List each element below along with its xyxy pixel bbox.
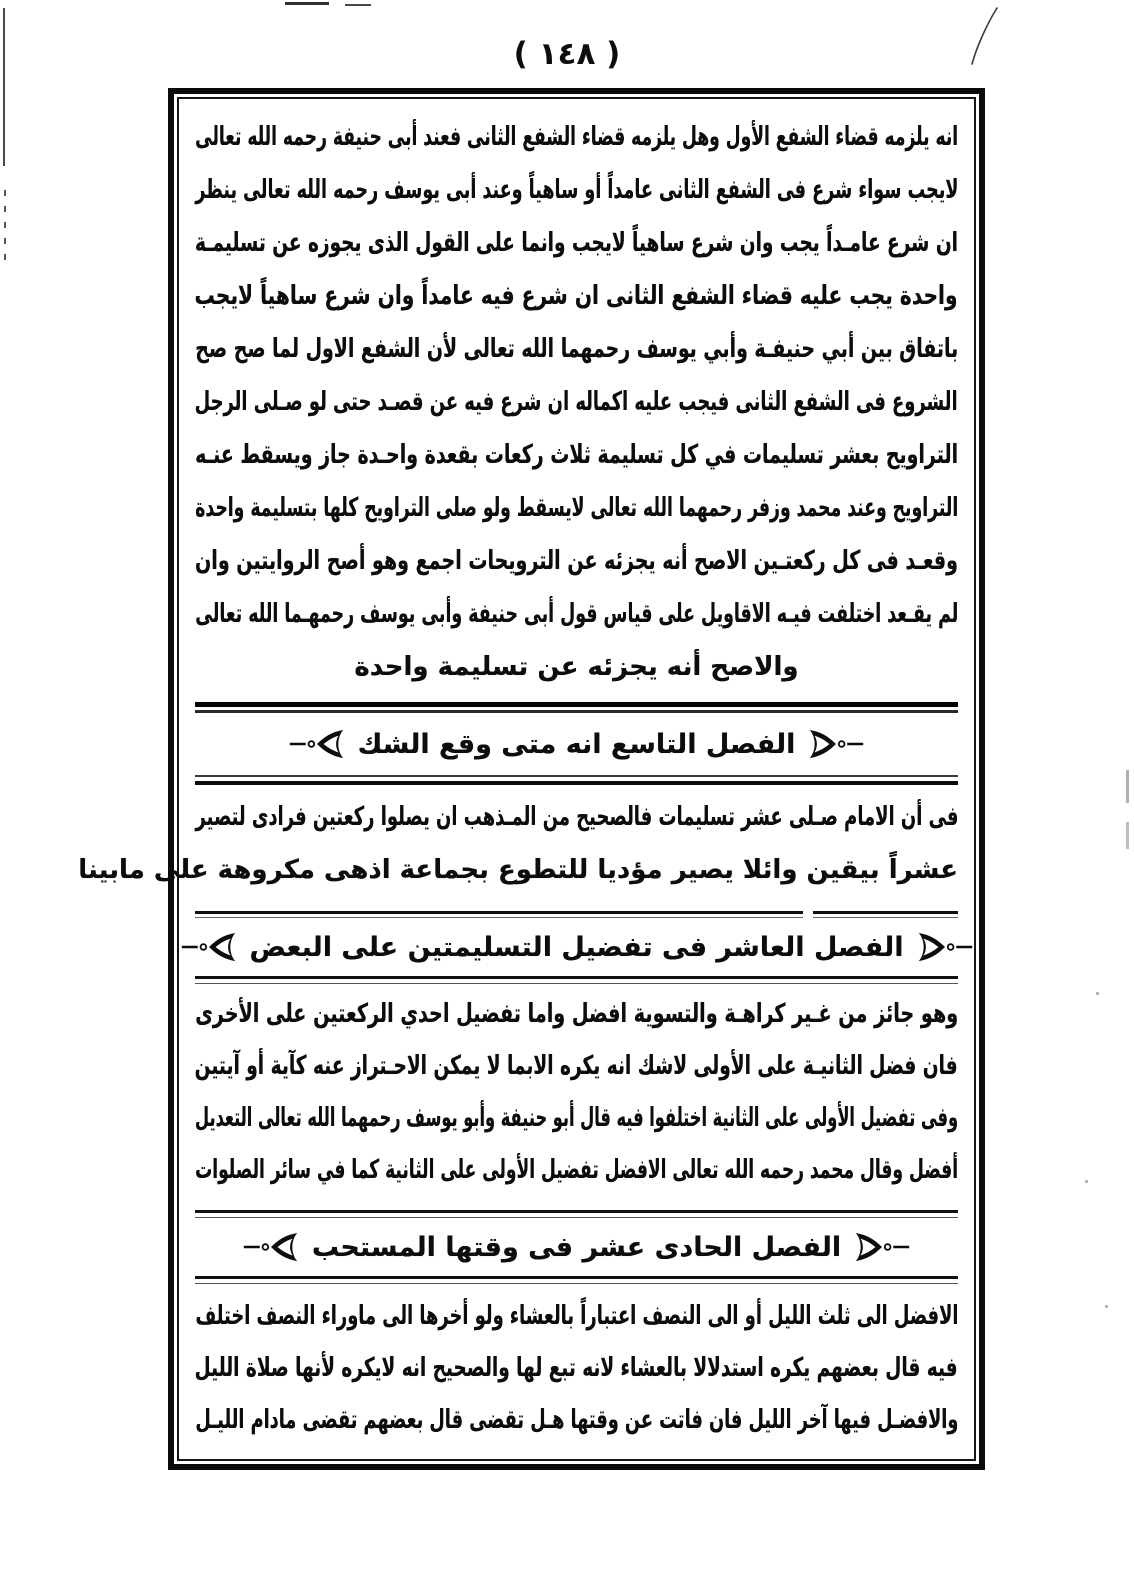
page-frame [78, 88, 985, 1470]
text-line: وهو جائز من غـير كراهـة والتسوية افضل واما تفضيل احدي الركعتين على الأخرى [195, 999, 958, 1029]
scan-top-dash [285, 2, 329, 5]
separator-rule [195, 1210, 958, 1218]
page-frame-inner [78, 97, 976, 1461]
floral-bracket-icon [288, 729, 346, 759]
section-header-chapter10 [195, 918, 958, 976]
separator-rule [195, 775, 958, 785]
text-line: الافضل الى ثلث الليل أو الى النصف اعتباراً بالعشاء ولو أخرها الى ماوراء النصف اختلف [195, 1301, 958, 1331]
section-header-chapter11 [195, 1218, 958, 1276]
scan-speck [1096, 992, 1099, 995]
section-header-chapter9 [195, 713, 958, 775]
scan-speck [1105, 1305, 1108, 1308]
text-line: لايجب سواء شرع فى الشفع الثانى عامداً أو ساهياً وعند أبى يوسف رحمه الله تعالى ينظر [195, 175, 958, 205]
separator-rule [195, 702, 958, 713]
text-line: فى أن الامام صـلى عشر تسليمات فالصحيح من المـذهب ان يصلوا ركعتين فرادى لتصير [195, 802, 958, 832]
scan-top-dash [345, 4, 371, 6]
floral-bracket-icon [853, 1232, 911, 1262]
text-line: انه يلزمه قضاء الشفع الأول وهل يلزمه قضاء الشفع الثانى فعند أبى حنيفة رحمه الله تعالى [195, 122, 958, 152]
floral-bracket-icon [242, 1232, 300, 1262]
text-line: وقعـد فى كل ركعتـين الاصح أنه يجزئه عن الترويحات اجمع وهو أصح الروايتين وان [195, 546, 958, 576]
separator-rule [195, 911, 958, 918]
text-line: الشروع فى الشفع الثانى فيجب عليه اكماله ان شرع فيه عن قصـد حتى لو صـلى الرجل [195, 387, 958, 417]
text-line: ان شرع عامـداً يجب وان شرع ساهياً لايجب وانما على القول الذى يجوزه عن تسليمـة [195, 228, 958, 258]
text-line: فان فضل الثانيـة على الأولى لاشك انه يكره الابما لا يمكن الاحـتراز عنه كآية أو آيتين [195, 1051, 958, 1081]
text-line: والاصح أنه يجزئه عن تسليمة واحدة [354, 652, 799, 682]
text-line: التراويح وعند محمد وزفر رحمهما الله تعالى لايسقط ولو صلى التراويح كلها بتسليمة واحدة [195, 493, 958, 523]
text-line: باتفاق بين أبي حنيفـة وأبي يوسف رحمهما الله تعالى لأن الشفع الاول لما صح صح [195, 334, 958, 364]
section-title: الفصل الحادى عشر فى وقتها المستحب [311, 1231, 842, 1263]
text-line: التراويح بعشر تسليمات في كل تسليمة ثلاث ركعات بقعدة واحـدة جاز ويسقط عنـه [195, 440, 958, 470]
intro-paragraph [195, 111, 958, 694]
text-line: عشراً بيقين وائلا يصير مؤديا للتطوع بجماعة اذهى مكروهة على مابينا [78, 855, 958, 885]
text-line: وفى تفضيل الأولى على الثانية اختلفوا فيه قال أبو حنيفة وأبو يوسف رحمهما الله تعالى التعديل [195, 1103, 958, 1133]
text-line: أفضل وقال محمد رحمه الله تعالى الافضل تفضيل الأولى على الثانية كما في سائر الصلوات [195, 1155, 958, 1185]
text-line: واحدة يجب عليه قضاء الشفع الثانى ان شرع فيه عامداً وان شرع ساهياً لايجب [195, 281, 958, 311]
chapter9-paragraph [78, 791, 958, 897]
floral-bracket-icon [180, 932, 238, 962]
text-line: لم يقـعد اختلفت فيـه الاقاويل على قياس قول أبى حنيفة وأبى يوسف رحمهـما الله تعالى [195, 599, 958, 629]
floral-bracket-icon [916, 932, 974, 962]
chapter11-paragraph [195, 1290, 958, 1446]
section-title: الفصل التاسع انه متى وقع الشك [357, 728, 796, 760]
text-line: والافضـل فيها آخر الليل فان فاتت عن وقتها هـل تقضى قال بعضهم تقضى مادام الليـل [195, 1405, 958, 1435]
floral-bracket-icon [807, 729, 865, 759]
text-line: فيه قال بعضهم يكره استدلالا بالعشاء لانه تبع لها والصحيح انه لايكره لأنها صلاة الليل [195, 1353, 958, 1383]
scan-edge-smudge [1126, 770, 1129, 803]
scan-speck [1085, 1180, 1088, 1183]
separator-rule [195, 976, 958, 984]
section-title: الفصل العاشر فى تفضيل التسليمتين على البعض [249, 931, 904, 963]
chapter10-paragraph [195, 988, 958, 1196]
scan-edge-smudge [1126, 822, 1129, 849]
separator-rule [195, 1276, 958, 1284]
page-number: ( ١٤٨ ) [513, 36, 621, 72]
